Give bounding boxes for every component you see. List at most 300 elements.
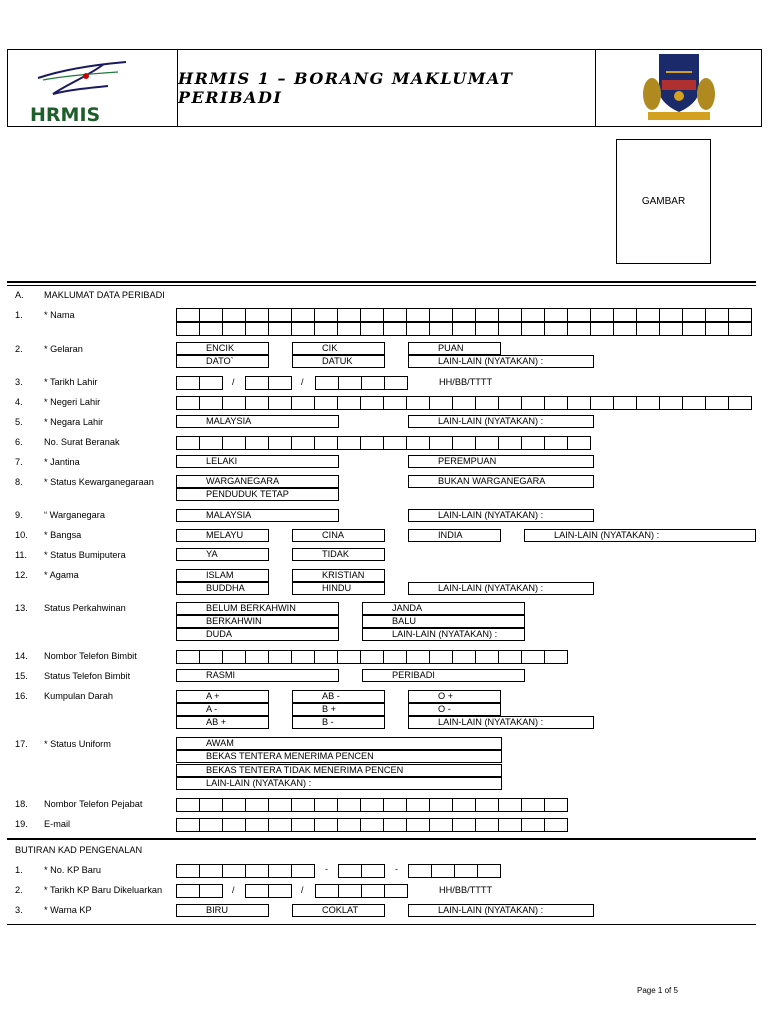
row-label: * Status Uniform	[44, 739, 111, 749]
option-belum-berkahwin[interactable]: BELUM BERKAHWIN	[176, 602, 339, 615]
row-num: 2.	[15, 344, 23, 354]
kp-sep: -	[395, 864, 398, 874]
kp-date-month[interactable]	[245, 884, 292, 898]
input-cell[interactable]	[706, 323, 729, 335]
option-hindu[interactable]: HINDU	[292, 582, 385, 595]
input-cell[interactable]	[476, 651, 499, 663]
input-cell[interactable]	[223, 323, 246, 335]
option-cina[interactable]: CINA	[292, 529, 385, 542]
row-label: * Tarikh KP Baru Dikeluarkan	[44, 885, 163, 895]
row-num: 11.	[15, 550, 28, 560]
input-cell[interactable]	[223, 799, 246, 811]
date-format-hint: HH/BB/TTTT	[439, 377, 493, 387]
input-cell[interactable]	[223, 865, 246, 877]
input-cell[interactable]	[315, 651, 338, 663]
input-cell[interactable]	[269, 309, 292, 321]
input-cell[interactable]	[499, 397, 522, 409]
option-berkahwin[interactable]: BERKAHWIN	[176, 615, 339, 628]
input-cell[interactable]	[407, 397, 430, 409]
input-cell[interactable]	[361, 397, 384, 409]
option-melayu[interactable]: MELAYU	[176, 529, 269, 542]
row-num: 15.	[15, 671, 28, 681]
kp-sep: -	[325, 864, 328, 874]
input-cell[interactable]	[292, 799, 315, 811]
row-label: * Bangsa	[44, 530, 82, 540]
input-cell[interactable]	[476, 323, 499, 335]
surat-beranak-cells[interactable]	[176, 436, 591, 450]
input-cell[interactable]	[660, 309, 683, 321]
option-biru[interactable]: BIRU	[176, 904, 269, 917]
row-num: 16.	[15, 691, 28, 701]
input-cell[interactable]	[407, 819, 430, 831]
input-cell[interactable]	[499, 437, 522, 449]
option-coklat[interactable]: COKLAT	[292, 904, 385, 917]
row-label: * Warna KP	[44, 905, 92, 915]
input-cell[interactable]	[315, 819, 338, 831]
tarikh-lahir-year[interactable]	[315, 376, 408, 390]
input-cell[interactable]	[453, 309, 476, 321]
input-cell[interactable]	[223, 651, 246, 663]
input-cell[interactable]	[430, 397, 453, 409]
input-cell[interactable]	[200, 323, 223, 335]
option-bekas-tentera-tiada-pencen[interactable]: BEKAS TENTERA TIDAK MENERIMA PENCEN	[176, 764, 502, 777]
input-cell[interactable]	[407, 323, 430, 335]
input-cell[interactable]	[430, 323, 453, 335]
input-cell[interactable]	[660, 397, 683, 409]
input-cell[interactable]	[269, 819, 292, 831]
input-cell[interactable]	[223, 819, 246, 831]
input-cell[interactable]	[499, 323, 522, 335]
input-cell[interactable]	[246, 377, 269, 389]
input-cell[interactable]	[385, 377, 408, 389]
input-cell[interactable]	[614, 309, 637, 321]
row-num: 3.	[15, 377, 23, 387]
row-num: 6.	[15, 437, 23, 447]
option-duda[interactable]: DUDA	[176, 628, 339, 641]
input-cell[interactable]	[591, 397, 614, 409]
input-cell[interactable]	[292, 865, 315, 877]
input-cell[interactable]	[338, 651, 361, 663]
option-lain-lain[interactable]: LAIN-LAIN (NYATAKAN) :	[408, 904, 594, 917]
input-cell[interactable]	[545, 397, 568, 409]
row-label: No. Surat Beranak	[44, 437, 120, 447]
input-cell[interactable]	[407, 799, 430, 811]
input-cell[interactable]	[455, 865, 478, 877]
input-cell[interactable]	[407, 437, 430, 449]
input-cell[interactable]	[200, 865, 223, 877]
input-cell[interactable]	[177, 309, 200, 321]
option-india[interactable]: INDIA	[408, 529, 501, 542]
date-sep: /	[301, 377, 304, 387]
row-num: 12.	[15, 570, 28, 580]
input-cell[interactable]	[683, 309, 706, 321]
input-cell[interactable]	[338, 819, 361, 831]
input-cell[interactable]	[177, 377, 200, 389]
input-cell[interactable]	[269, 799, 292, 811]
option-malaysia[interactable]: MALAYSIA	[176, 415, 339, 428]
crest-emblem	[595, 50, 761, 126]
input-cell[interactable]	[362, 377, 385, 389]
input-cell[interactable]	[292, 397, 315, 409]
row-label: * Tarikh Lahir	[44, 377, 98, 387]
input-cell[interactable]	[453, 397, 476, 409]
input-cell[interactable]	[246, 437, 269, 449]
input-cell[interactable]	[706, 397, 729, 409]
input-cell[interactable]	[522, 323, 545, 335]
input-cell[interactable]	[269, 651, 292, 663]
input-cell[interactable]	[246, 799, 269, 811]
option-lain-lain[interactable]: LAIN-LAIN (NYATAKAN) :	[408, 509, 594, 522]
input-cell[interactable]	[177, 397, 200, 409]
input-cell[interactable]	[568, 309, 591, 321]
input-cell[interactable]	[430, 309, 453, 321]
input-cell[interactable]	[200, 819, 223, 831]
input-cell[interactable]	[292, 323, 315, 335]
input-cell[interactable]	[729, 323, 752, 335]
option-janda[interactable]: JANDA	[362, 602, 525, 615]
input-cell[interactable]	[315, 309, 338, 321]
input-cell[interactable]	[591, 309, 614, 321]
input-cell[interactable]	[522, 309, 545, 321]
row-num: 2.	[15, 885, 23, 895]
input-cell[interactable]	[362, 865, 385, 877]
option-lain-lain[interactable]: LAIN-LAIN (NYATAKAN) :	[408, 355, 594, 368]
option-penduduk-tetap[interactable]: PENDUDUK TETAP	[176, 488, 339, 501]
input-cell[interactable]	[409, 865, 432, 877]
input-cell[interactable]	[384, 309, 407, 321]
row-num: 17.	[15, 739, 28, 749]
input-cell[interactable]	[315, 323, 338, 335]
divider	[7, 924, 756, 925]
kp-part2[interactable]	[338, 864, 385, 878]
option-b-neg[interactable]: B -	[292, 716, 385, 729]
option-lain-lain[interactable]: LAIN-LAIN (NYATAKAN) :	[408, 716, 594, 729]
row-num: 8.	[15, 477, 23, 487]
row-label: Nombor Telefon Bimbit	[44, 651, 137, 661]
input-cell[interactable]	[269, 377, 292, 389]
option-islam[interactable]: ISLAM	[176, 569, 269, 582]
option-puan[interactable]: PUAN	[408, 342, 501, 355]
input-cell[interactable]	[729, 397, 752, 409]
input-cell[interactable]	[453, 799, 476, 811]
input-cell[interactable]	[200, 377, 223, 389]
input-cell[interactable]	[361, 799, 384, 811]
input-cell[interactable]	[200, 799, 223, 811]
option-buddha[interactable]: BUDDHA	[176, 582, 269, 595]
input-cell[interactable]	[223, 309, 246, 321]
section-title: MAKLUMAT DATA PERIBADI	[44, 290, 165, 300]
input-cell[interactable]	[200, 885, 223, 897]
row-num: 14.	[15, 651, 28, 661]
option-ab-pos[interactable]: AB +	[176, 716, 269, 729]
row-num: 1.	[15, 310, 23, 320]
input-cell[interactable]	[545, 309, 568, 321]
row-label: * Nama	[44, 310, 75, 320]
option-lain-lain[interactable]: LAIN-LAIN (NYATAKAN) :	[408, 582, 594, 595]
divider	[7, 838, 756, 840]
row-label: * Jantina	[44, 457, 80, 467]
option-encik[interactable]: ENCIK	[176, 342, 269, 355]
input-cell[interactable]	[545, 437, 568, 449]
option-ya[interactable]: YA	[176, 548, 269, 561]
option-datuk[interactable]: DATUK	[292, 355, 385, 368]
input-cell[interactable]	[269, 397, 292, 409]
row-num: 10.	[15, 530, 28, 540]
nama-cells-line1[interactable]	[176, 308, 752, 322]
input-cell[interactable]	[246, 885, 269, 897]
option-awam[interactable]: AWAM	[176, 737, 502, 750]
input-cell[interactable]	[338, 309, 361, 321]
input-cell[interactable]	[223, 437, 246, 449]
input-cell[interactable]	[522, 397, 545, 409]
option-lain-lain[interactable]: LAIN-LAIN (NYATAKAN) :	[362, 628, 525, 641]
input-cell[interactable]	[361, 323, 384, 335]
input-cell[interactable]	[177, 437, 200, 449]
input-cell[interactable]	[361, 437, 384, 449]
date-sep: /	[232, 885, 235, 895]
input-cell[interactable]	[430, 799, 453, 811]
input-cell[interactable]	[177, 819, 200, 831]
input-cell[interactable]	[683, 397, 706, 409]
date-sep: /	[301, 885, 304, 895]
input-cell[interactable]	[362, 885, 385, 897]
input-cell[interactable]	[407, 651, 430, 663]
row-label: Nombor Telefon Pejabat	[44, 799, 143, 809]
form-header	[7, 49, 762, 127]
input-cell[interactable]	[339, 885, 362, 897]
input-cell[interactable]	[246, 309, 269, 321]
option-kristian[interactable]: KRISTIAN	[292, 569, 385, 582]
input-cell[interactable]	[338, 397, 361, 409]
input-cell[interactable]	[453, 651, 476, 663]
divider	[7, 281, 756, 283]
input-cell[interactable]	[476, 309, 499, 321]
row-label: * Status Kewarganegaraan	[44, 477, 154, 487]
input-cell[interactable]	[637, 323, 660, 335]
input-cell[interactable]	[384, 437, 407, 449]
kp-date-day[interactable]	[176, 884, 223, 898]
input-cell[interactable]	[545, 651, 568, 663]
input-cell[interactable]	[499, 651, 522, 663]
input-cell[interactable]	[384, 323, 407, 335]
input-cell[interactable]	[683, 323, 706, 335]
option-balu[interactable]: BALU	[362, 615, 525, 628]
input-cell[interactable]	[246, 865, 269, 877]
input-cell[interactable]	[568, 323, 591, 335]
input-cell[interactable]	[637, 309, 660, 321]
section-letter: A.	[15, 290, 24, 300]
input-cell[interactable]	[591, 323, 614, 335]
row-label: * Negara Lahir	[44, 417, 104, 427]
nama-cells-line2[interactable]	[176, 322, 752, 336]
input-cell[interactable]	[637, 397, 660, 409]
option-cik[interactable]: CIK	[292, 342, 385, 355]
option-peribadi[interactable]: PERIBADI	[362, 669, 525, 682]
input-cell[interactable]	[384, 651, 407, 663]
input-cell[interactable]	[338, 799, 361, 811]
row-num: 19.	[15, 819, 28, 829]
divider	[7, 285, 756, 286]
input-cell[interactable]	[339, 865, 362, 877]
option-ab-neg[interactable]: AB -	[292, 690, 385, 703]
row-num: 7.	[15, 457, 23, 467]
kp-part3[interactable]	[408, 864, 501, 878]
input-cell[interactable]	[384, 397, 407, 409]
input-cell[interactable]	[269, 323, 292, 335]
row-num: 13.	[15, 603, 28, 613]
input-cell[interactable]	[200, 397, 223, 409]
input-cell[interactable]	[292, 437, 315, 449]
row-num: 5.	[15, 417, 23, 427]
telefon-pejabat-cells[interactable]	[176, 798, 568, 812]
option-rasmi[interactable]: RASMI	[176, 669, 339, 682]
row-label: * Status Bumiputera	[44, 550, 126, 560]
telefon-bimbit-cells[interactable]	[176, 650, 568, 664]
negeri-lahir-cells[interactable]	[176, 396, 752, 410]
row-label: * Gelaran	[44, 344, 83, 354]
row-num: 3.	[15, 905, 23, 915]
input-cell[interactable]	[292, 819, 315, 831]
option-tidak[interactable]: TIDAK	[292, 548, 385, 561]
row-label: Status Perkahwinan	[44, 603, 126, 613]
input-cell[interactable]	[660, 323, 683, 335]
input-cell[interactable]	[315, 437, 338, 449]
input-cell[interactable]	[223, 397, 246, 409]
input-cell[interactable]	[568, 397, 591, 409]
input-cell[interactable]	[269, 885, 292, 897]
section-title: BUTIRAN KAD PENGENALAN	[15, 845, 143, 855]
input-cell[interactable]	[269, 865, 292, 877]
row-num: 9.	[15, 510, 23, 520]
input-cell[interactable]	[338, 437, 361, 449]
input-cell[interactable]	[522, 437, 545, 449]
input-cell[interactable]	[292, 651, 315, 663]
input-cell[interactable]	[385, 885, 408, 897]
option-lain-lain[interactable]: LAIN-LAIN (NYATAKAN) :	[524, 529, 756, 542]
input-cell[interactable]	[499, 819, 522, 831]
input-cell[interactable]	[522, 819, 545, 831]
input-cell[interactable]	[177, 651, 200, 663]
option-b-pos[interactable]: B +	[292, 703, 385, 716]
row-num: 18.	[15, 799, 28, 809]
option-bekas-tentera-pencen[interactable]: BEKAS TENTERA MENERIMA PENCEN	[176, 750, 502, 763]
input-cell[interactable]	[614, 323, 637, 335]
option-perempuan[interactable]: PEREMPUAN	[408, 455, 594, 468]
input-cell[interactable]	[430, 819, 453, 831]
row-num: 4.	[15, 397, 23, 407]
option-lelaki[interactable]: LELAKI	[176, 455, 339, 468]
option-a-neg[interactable]: A -	[176, 703, 269, 716]
tarikh-lahir-month[interactable]	[245, 376, 292, 390]
option-malaysia[interactable]: MALAYSIA	[176, 509, 339, 522]
input-cell[interactable]	[315, 397, 338, 409]
input-cell[interactable]	[361, 309, 384, 321]
option-dato[interactable]: DATO`	[176, 355, 269, 368]
input-cell[interactable]	[478, 865, 501, 877]
hrmis-logo	[8, 50, 178, 126]
tarikh-lahir-day[interactable]	[176, 376, 223, 390]
option-o-pos[interactable]: O +	[408, 690, 501, 703]
input-cell[interactable]	[476, 819, 499, 831]
option-a-pos[interactable]: A +	[176, 690, 269, 703]
input-cell[interactable]	[246, 819, 269, 831]
option-lain-lain[interactable]: LAIN-LAIN (NYATAKAN) :	[176, 777, 502, 790]
row-num: 1.	[15, 865, 23, 875]
row-label: Kumpulan Darah	[44, 691, 113, 701]
input-cell[interactable]	[177, 865, 200, 877]
input-cell[interactable]	[453, 437, 476, 449]
input-cell[interactable]	[177, 323, 200, 335]
input-cell[interactable]	[729, 309, 752, 321]
input-cell[interactable]	[269, 437, 292, 449]
input-cell[interactable]	[315, 799, 338, 811]
input-cell[interactable]	[384, 799, 407, 811]
input-cell[interactable]	[432, 865, 455, 877]
option-lain-lain[interactable]: LAIN-LAIN (NYATAKAN) :	[408, 415, 594, 428]
option-warganegara[interactable]: WARGANEGARA	[176, 475, 339, 488]
input-cell[interactable]	[339, 377, 362, 389]
kp-part1[interactable]	[176, 864, 315, 878]
row-label: * Negeri Lahir	[44, 397, 101, 407]
input-cell[interactable]	[476, 397, 499, 409]
input-cell[interactable]	[476, 799, 499, 811]
input-cell[interactable]	[476, 437, 499, 449]
option-bukan-warganegara[interactable]: BUKAN WARGANEGARA	[408, 475, 594, 488]
input-cell[interactable]	[177, 799, 200, 811]
input-cell[interactable]	[407, 309, 430, 321]
input-cell[interactable]	[499, 309, 522, 321]
input-cell[interactable]	[316, 885, 339, 897]
input-cell[interactable]	[545, 799, 568, 811]
page-number: Page 1 of 5	[637, 986, 678, 995]
input-cell[interactable]	[384, 819, 407, 831]
email-cells[interactable]	[176, 818, 568, 832]
input-cell[interactable]	[522, 799, 545, 811]
input-cell[interactable]	[545, 819, 568, 831]
input-cell[interactable]	[177, 885, 200, 897]
input-cell[interactable]	[246, 651, 269, 663]
input-cell[interactable]	[614, 397, 637, 409]
input-cell[interactable]	[200, 437, 223, 449]
option-o-neg[interactable]: O -	[408, 703, 501, 716]
input-cell[interactable]	[246, 397, 269, 409]
input-cell[interactable]	[361, 651, 384, 663]
input-cell[interactable]	[316, 377, 339, 389]
row-label: * No. KP Baru	[44, 865, 102, 875]
input-cell[interactable]	[706, 309, 729, 321]
input-cell[interactable]	[430, 651, 453, 663]
input-cell[interactable]	[246, 323, 269, 335]
input-cell[interactable]	[522, 651, 545, 663]
input-cell[interactable]	[200, 309, 223, 321]
photo-box[interactable]: GAMBAR	[616, 139, 711, 264]
input-cell[interactable]	[200, 651, 223, 663]
input-cell[interactable]	[361, 819, 384, 831]
input-cell[interactable]	[568, 437, 591, 449]
row-label: * Agama	[44, 570, 79, 580]
input-cell[interactable]	[453, 819, 476, 831]
input-cell[interactable]	[430, 437, 453, 449]
form-title: HRMIS 1 – BORANG MAKLUMAT PERIBADI	[178, 69, 514, 107]
input-cell[interactable]	[453, 323, 476, 335]
kp-date-year[interactable]	[315, 884, 408, 898]
input-cell[interactable]	[499, 799, 522, 811]
input-cell[interactable]	[545, 323, 568, 335]
svg-text:HRMIS: HRMIS	[30, 104, 101, 126]
input-cell[interactable]	[292, 309, 315, 321]
input-cell[interactable]	[338, 323, 361, 335]
row-label: E-mail	[44, 819, 71, 829]
